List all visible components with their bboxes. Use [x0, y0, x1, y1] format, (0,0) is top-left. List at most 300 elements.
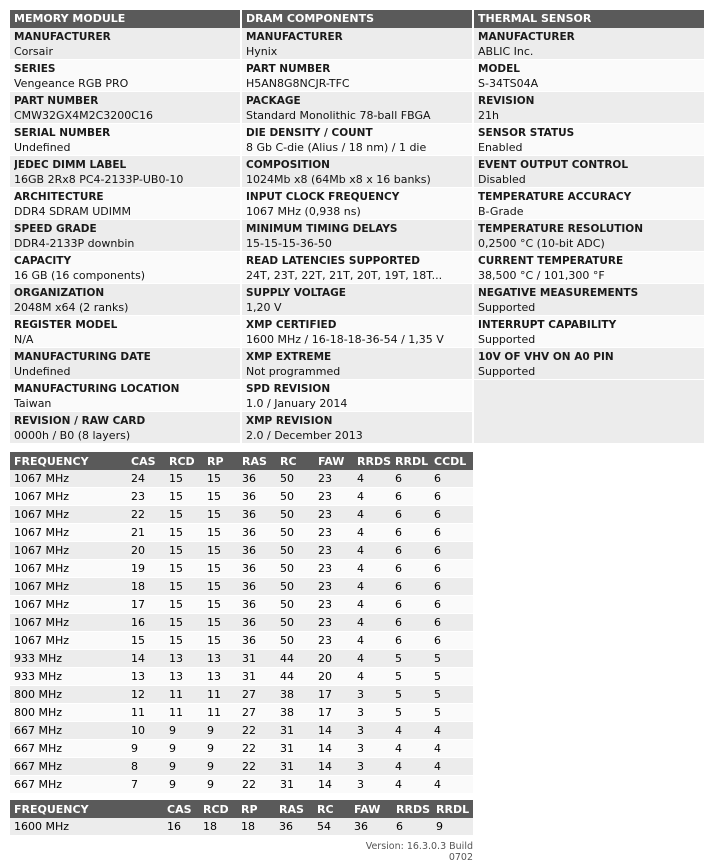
table-row	[10, 668, 473, 686]
xmp-table-header	[10, 800, 473, 818]
column-header: RRDL	[391, 452, 430, 470]
column-header: RCD	[199, 800, 237, 818]
table-cell: 36	[238, 524, 276, 542]
info-field	[474, 156, 704, 188]
table-cell: 15	[203, 470, 238, 488]
table-cell: 11	[203, 686, 238, 704]
table-cell: 4	[391, 776, 430, 794]
info-field	[474, 348, 704, 380]
info-field	[242, 156, 472, 188]
table-cell: 4	[353, 578, 391, 596]
table-cell: 1067 MHz	[10, 506, 127, 524]
field-label: COMPOSITION	[246, 159, 330, 171]
table-cell: 15	[127, 632, 165, 650]
table-cell: 36	[238, 632, 276, 650]
table-cell: 6	[430, 524, 473, 542]
table-cell: 15	[203, 560, 238, 578]
field-value: 1,20 V	[246, 301, 282, 314]
field-label: MANUFACTURING LOCATION	[14, 383, 180, 395]
field-value: H5AN8G8NCJR-TFC	[246, 77, 350, 90]
table-cell: 6	[430, 488, 473, 506]
table-row	[10, 776, 473, 794]
column-header: RC	[276, 452, 314, 470]
column-header: RRDS	[392, 800, 432, 818]
info-field	[242, 380, 472, 412]
table-cell: 36	[275, 818, 313, 836]
info-field	[10, 220, 240, 252]
column-header: FAW	[350, 800, 392, 818]
table-cell: 24	[127, 470, 165, 488]
table-cell: 13	[165, 668, 203, 686]
table-cell: 50	[276, 560, 314, 578]
table-row	[10, 524, 473, 542]
table-row	[10, 506, 473, 524]
table-cell: 15	[203, 596, 238, 614]
field-value: Standard Monolithic 78-ball FBGA	[246, 109, 431, 122]
table-cell: 23	[314, 560, 353, 578]
field-label: PACKAGE	[246, 95, 301, 107]
table-cell: 6	[391, 470, 430, 488]
table-cell: 10	[127, 722, 165, 740]
column-header: RAS	[238, 452, 276, 470]
table-cell: 15	[203, 542, 238, 560]
field-value: DDR4 SDRAM UDIMM	[14, 205, 131, 218]
dram-components-panel	[242, 10, 472, 444]
info-field	[242, 252, 472, 284]
table-cell: 50	[276, 632, 314, 650]
table-cell: 18	[127, 578, 165, 596]
table-cell: 15	[203, 524, 238, 542]
info-field	[242, 28, 472, 60]
table-cell: 21	[127, 524, 165, 542]
table-cell: 18	[199, 818, 237, 836]
dram-components-header: DRAM COMPONENTS	[242, 10, 472, 28]
table-cell: 12	[127, 686, 165, 704]
table-cell: 23	[314, 470, 353, 488]
table-cell: 15	[203, 578, 238, 596]
table-row	[10, 470, 473, 488]
table-cell: 800 MHz	[10, 704, 127, 722]
table-cell: 22	[127, 506, 165, 524]
table-cell: 933 MHz	[10, 668, 127, 686]
table-cell: 6	[391, 614, 430, 632]
info-field	[242, 124, 472, 156]
table-cell: 36	[238, 578, 276, 596]
table-row	[10, 704, 473, 722]
table-cell: 3	[353, 758, 391, 776]
table-cell: 6	[391, 506, 430, 524]
field-value: 1024Mb x8 (64Mb x8 x 16 banks)	[246, 173, 431, 186]
table-cell: 38	[276, 704, 314, 722]
table-row	[10, 740, 473, 758]
table-cell: 23	[314, 524, 353, 542]
table-cell: 11	[127, 704, 165, 722]
table-cell: 5	[430, 650, 473, 668]
table-cell: 4	[430, 740, 473, 758]
table-cell: 6	[391, 542, 430, 560]
table-cell: 5	[430, 668, 473, 686]
table-cell: 31	[238, 668, 276, 686]
table-cell: 4	[353, 542, 391, 560]
table-cell: 13	[127, 668, 165, 686]
field-value: S-34TS04A	[478, 77, 539, 90]
field-value: 24T, 23T, 22T, 21T, 20T, 19T, 18T...	[246, 269, 443, 282]
table-cell: 15	[203, 614, 238, 632]
table-cell: 8	[127, 758, 165, 776]
table-cell: 5	[391, 704, 430, 722]
table-row	[10, 578, 473, 596]
table-cell: 5	[391, 650, 430, 668]
table-cell: 13	[203, 650, 238, 668]
table-cell: 14	[314, 758, 353, 776]
table-cell: 5	[430, 686, 473, 704]
table-cell: 23	[314, 578, 353, 596]
table-cell: 50	[276, 470, 314, 488]
table-cell: 9	[203, 776, 238, 794]
column-header: CAS	[127, 452, 165, 470]
field-label: INTERRUPT CAPABILITY	[478, 319, 617, 331]
table-cell: 50	[276, 578, 314, 596]
table-row	[10, 596, 473, 614]
info-field	[242, 188, 472, 220]
column-header: FAW	[314, 452, 353, 470]
info-field	[242, 348, 472, 380]
field-value: 15-15-15-36-50	[246, 237, 332, 250]
table-cell: 50	[276, 596, 314, 614]
field-label: TEMPERATURE ACCURACY	[478, 191, 632, 203]
table-cell: 6	[391, 578, 430, 596]
field-label: XMP REVISION	[246, 415, 333, 427]
table-cell: 15	[165, 578, 203, 596]
table-cell: 23	[314, 614, 353, 632]
table-cell: 9	[203, 722, 238, 740]
table-cell: 23	[314, 596, 353, 614]
table-row	[10, 758, 473, 776]
field-value: DDR4-2133P downbin	[14, 237, 135, 250]
table-cell: 23	[314, 542, 353, 560]
table-cell: 13	[165, 650, 203, 668]
field-label: REVISION / RAW CARD	[14, 415, 146, 427]
table-cell: 50	[276, 506, 314, 524]
table-cell: 15	[203, 632, 238, 650]
info-field	[10, 188, 240, 220]
table-cell: 1067 MHz	[10, 578, 127, 596]
table-cell: 9	[203, 758, 238, 776]
field-label: CURRENT TEMPERATURE	[478, 255, 624, 267]
table-cell: 15	[165, 542, 203, 560]
table-cell: 9	[165, 758, 203, 776]
table-cell: 15	[165, 596, 203, 614]
table-cell: 36	[238, 542, 276, 560]
column-header: FREQUENCY	[10, 452, 127, 470]
table-cell: 20	[314, 668, 353, 686]
table-cell: 6	[430, 614, 473, 632]
field-value: 1067 MHz (0,938 ns)	[246, 205, 361, 218]
column-header: FREQUENCY	[10, 800, 163, 818]
field-value: Hynix	[246, 45, 278, 58]
memory-module-panel	[10, 10, 240, 444]
table-cell: 6	[391, 560, 430, 578]
table-cell: 36	[238, 560, 276, 578]
table-cell: 13	[203, 668, 238, 686]
field-label: REVISION	[478, 95, 535, 107]
table-cell: 6	[430, 506, 473, 524]
table-cell: 1067 MHz	[10, 632, 127, 650]
table-cell: 5	[391, 668, 430, 686]
table-cell: 3	[353, 740, 391, 758]
info-field	[474, 92, 704, 124]
field-label: TEMPERATURE RESOLUTION	[478, 223, 644, 235]
info-field	[242, 92, 472, 124]
table-row	[10, 632, 473, 650]
table-cell: 38	[276, 686, 314, 704]
field-value: Corsair	[14, 45, 53, 58]
field-label: MANUFACTURER	[246, 31, 343, 43]
info-field	[10, 252, 240, 284]
info-field	[10, 28, 240, 60]
table-cell: 800 MHz	[10, 686, 127, 704]
field-value: 2.0 / December 2013	[246, 429, 363, 442]
table-cell: 27	[238, 704, 276, 722]
table-cell: 23	[314, 632, 353, 650]
table-cell: 4	[353, 560, 391, 578]
info-field	[474, 284, 704, 316]
field-label: SPEED GRADE	[14, 223, 97, 235]
table-cell: 15	[165, 470, 203, 488]
table-cell: 50	[276, 524, 314, 542]
field-value: Not programmed	[246, 365, 341, 378]
table-cell: 23	[314, 506, 353, 524]
info-field	[10, 60, 240, 92]
table-cell: 20	[127, 542, 165, 560]
info-field	[474, 124, 704, 156]
info-field	[242, 284, 472, 316]
table-cell: 17	[314, 704, 353, 722]
table-cell: 14	[314, 776, 353, 794]
table-cell: 31	[238, 650, 276, 668]
table-cell: 6	[391, 596, 430, 614]
field-label: ORGANIZATION	[14, 287, 105, 299]
table-cell: 6	[430, 470, 473, 488]
field-label: REGISTER MODEL	[14, 319, 118, 331]
table-cell: 18	[237, 818, 275, 836]
info-field	[10, 316, 240, 348]
field-value: Disabled	[478, 173, 526, 186]
table-cell: 1067 MHz	[10, 614, 127, 632]
table-cell: 9	[203, 740, 238, 758]
table-row	[10, 488, 473, 506]
table-cell: 5	[391, 686, 430, 704]
table-cell: 1067 MHz	[10, 524, 127, 542]
column-header: RC	[313, 800, 350, 818]
column-header: CAS	[163, 800, 199, 818]
table-cell: 14	[314, 740, 353, 758]
field-label: SERIES	[14, 63, 56, 75]
field-value: 16 GB (16 components)	[14, 269, 146, 282]
field-label: MODEL	[478, 63, 520, 75]
field-value: 38,500 °C / 101,300 °F	[478, 269, 605, 282]
info-field	[474, 220, 704, 252]
table-cell: 15	[165, 524, 203, 542]
field-label: READ LATENCIES SUPPORTED	[246, 255, 420, 267]
table-cell: 50	[276, 488, 314, 506]
info-field	[474, 316, 704, 348]
field-value: 2048M x64 (2 ranks)	[14, 301, 129, 314]
field-value: Supported	[478, 365, 536, 378]
table-cell: 54	[313, 818, 350, 836]
table-cell: 4	[353, 524, 391, 542]
field-value: Undefined	[14, 365, 71, 378]
table-cell: 4	[353, 596, 391, 614]
info-field	[10, 284, 240, 316]
table-cell: 36	[238, 506, 276, 524]
field-value: Enabled	[478, 141, 523, 154]
table-cell: 44	[276, 650, 314, 668]
field-value: 21h	[478, 109, 499, 122]
table-cell: 50	[276, 614, 314, 632]
field-label: MANUFACTURER	[478, 31, 575, 43]
table-cell: 6	[391, 524, 430, 542]
field-label: MINIMUM TIMING DELAYS	[246, 223, 398, 235]
field-label: XMP EXTREME	[246, 351, 332, 363]
table-cell: 4	[430, 776, 473, 794]
table-cell: 22	[238, 776, 276, 794]
table-cell: 4	[353, 506, 391, 524]
info-field	[242, 412, 472, 444]
table-cell: 4	[391, 722, 430, 740]
table-cell: 1067 MHz	[10, 560, 127, 578]
table-cell: 4	[391, 758, 430, 776]
field-label: 10V OF VHV ON A0 PIN	[478, 351, 614, 363]
table-cell: 9	[432, 818, 473, 836]
table-cell: 1600 MHz	[10, 818, 163, 836]
field-label: NEGATIVE MEASUREMENTS	[478, 287, 639, 299]
panel-filler	[474, 380, 704, 444]
column-header: RCD	[165, 452, 203, 470]
table-row	[10, 614, 473, 632]
table-cell: 6	[430, 632, 473, 650]
dram-components-fields	[242, 28, 472, 444]
column-header: RP	[237, 800, 275, 818]
table-cell: 15	[165, 488, 203, 506]
table-cell: 6	[430, 596, 473, 614]
field-label: XMP CERTIFIED	[246, 319, 337, 331]
table-cell: 9	[127, 740, 165, 758]
info-field	[242, 220, 472, 252]
table-cell: 22	[238, 740, 276, 758]
table-cell: 9	[165, 722, 203, 740]
field-label: SERIAL NUMBER	[14, 127, 111, 139]
table-cell: 15	[165, 560, 203, 578]
table-cell: 44	[276, 668, 314, 686]
field-value: 1.0 / January 2014	[246, 397, 348, 410]
table-cell: 3	[353, 776, 391, 794]
table-cell: 4	[353, 470, 391, 488]
table-cell: 4	[391, 740, 430, 758]
table-row	[10, 818, 473, 836]
table-cell: 667 MHz	[10, 776, 127, 794]
field-value: CMW32GX4M2C3200C16	[14, 109, 153, 122]
info-field	[474, 188, 704, 220]
memory-module-fields	[10, 28, 240, 444]
table-cell: 4	[353, 488, 391, 506]
field-label: ARCHITECTURE	[14, 191, 104, 203]
table-cell: 667 MHz	[10, 758, 127, 776]
table-cell: 27	[238, 686, 276, 704]
table-cell: 11	[165, 686, 203, 704]
info-field	[10, 412, 240, 444]
field-label: PART NUMBER	[14, 95, 99, 107]
info-field	[474, 28, 704, 60]
table-cell: 36	[238, 488, 276, 506]
table-cell: 14	[314, 722, 353, 740]
table-cell: 23	[127, 488, 165, 506]
table-cell: 11	[165, 704, 203, 722]
field-value: ABLIC Inc.	[478, 45, 534, 58]
table-cell: 4	[353, 668, 391, 686]
table-cell: 14	[127, 650, 165, 668]
field-label: PART NUMBER	[246, 63, 331, 75]
info-field	[242, 60, 472, 92]
field-label: CAPACITY	[14, 255, 72, 267]
table-cell: 5	[430, 704, 473, 722]
table-cell: 6	[430, 578, 473, 596]
table-cell: 3	[353, 722, 391, 740]
table-cell: 16	[163, 818, 199, 836]
field-value: 8 Gb C-die (Alius / 18 nm) / 1 die	[246, 141, 427, 154]
table-cell: 1067 MHz	[10, 542, 127, 560]
table-cell: 36	[238, 470, 276, 488]
table-cell: 36	[350, 818, 392, 836]
field-value: Undefined	[14, 141, 71, 154]
table-cell: 667 MHz	[10, 740, 127, 758]
timing-table	[10, 452, 473, 794]
thermal-sensor-fields	[474, 28, 704, 444]
table-cell: 1067 MHz	[10, 488, 127, 506]
table-cell: 31	[276, 740, 314, 758]
table-cell: 9	[165, 776, 203, 794]
table-cell: 22	[238, 758, 276, 776]
table-cell: 31	[276, 722, 314, 740]
field-value: B-Grade	[478, 205, 524, 218]
field-value: 0,2500 °C (10-bit ADC)	[478, 237, 605, 250]
field-label: INPUT CLOCK FREQUENCY	[246, 191, 400, 203]
field-label: SENSOR STATUS	[478, 127, 575, 139]
version-label: Version: 16.3.0.3 Build 0702	[365, 841, 473, 863]
table-cell: 1067 MHz	[10, 470, 127, 488]
table-cell: 22	[238, 722, 276, 740]
thermal-sensor-header: THERMAL SENSOR	[474, 10, 704, 28]
column-header: CCDL	[430, 452, 473, 470]
table-cell: 15	[165, 614, 203, 632]
table-cell: 4	[430, 758, 473, 776]
table-cell: 50	[276, 542, 314, 560]
info-field	[10, 156, 240, 188]
field-value: N/A	[14, 333, 34, 346]
table-cell: 4	[353, 632, 391, 650]
table-cell: 16	[127, 614, 165, 632]
table-cell: 4	[353, 650, 391, 668]
table-cell: 15	[203, 506, 238, 524]
field-label: DIE DENSITY / COUNT	[246, 127, 373, 139]
table-cell: 20	[314, 650, 353, 668]
table-cell: 31	[276, 776, 314, 794]
table-cell: 36	[238, 614, 276, 632]
table-row	[10, 686, 473, 704]
table-cell: 6	[430, 542, 473, 560]
table-cell: 31	[276, 758, 314, 776]
column-header: RP	[203, 452, 238, 470]
